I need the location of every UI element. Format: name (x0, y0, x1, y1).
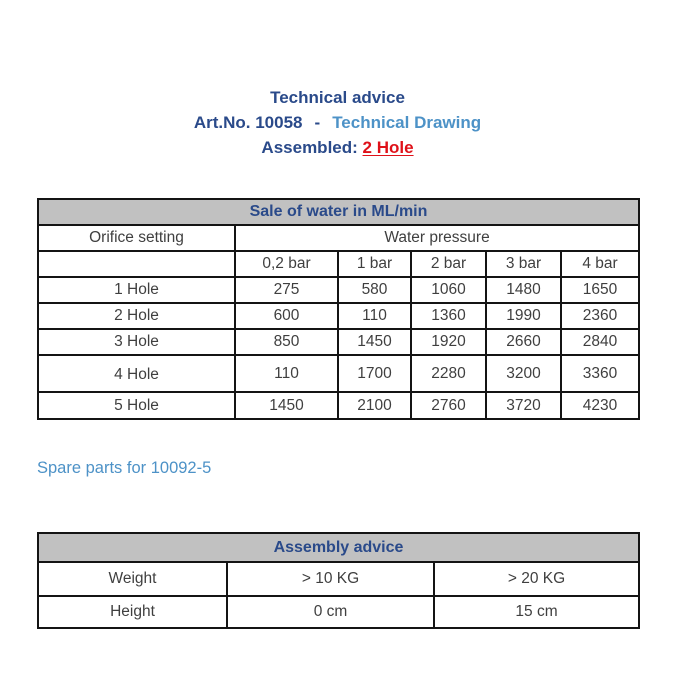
value-cell: 110 (338, 303, 411, 329)
technical-drawing-link[interactable]: Technical Drawing (332, 113, 482, 132)
row-label: 5 Hole (38, 392, 235, 419)
value-cell: 1920 (411, 329, 486, 355)
table-row (38, 303, 639, 329)
row-label: 4 Hole (38, 355, 235, 392)
pressure-col-header: 4 bar (561, 251, 639, 277)
orifice-setting-header: Orifice setting (38, 225, 235, 251)
value-cell: 1650 (561, 277, 639, 303)
value-cell: 275 (235, 277, 338, 303)
doc-title: Technical advice (270, 88, 405, 107)
water-pressure-header: Water pressure (235, 225, 639, 251)
empty-corner-cell (38, 251, 235, 277)
row-label: Weight (38, 562, 227, 596)
article-number: Art.No. 10058 (193, 113, 303, 132)
value-cell: 3720 (486, 392, 561, 419)
value-cell: > 10 KG (227, 562, 434, 596)
value-cell: 2760 (411, 392, 486, 419)
value-cell: 1450 (338, 329, 411, 355)
value-cell: 2280 (411, 355, 486, 392)
value-cell: 0 cm (227, 596, 434, 628)
row-label: Height (38, 596, 227, 628)
table-row (38, 277, 639, 303)
value-cell: 1990 (486, 303, 561, 329)
table-row (38, 596, 639, 628)
value-cell: 1060 (411, 277, 486, 303)
water-table (37, 198, 640, 420)
table-row (38, 392, 639, 419)
assembly-table (37, 532, 640, 629)
value-cell: 2840 (561, 329, 639, 355)
value-cell: 15 cm (434, 596, 639, 628)
value-cell: 2100 (338, 392, 411, 419)
value-cell: 1480 (486, 277, 561, 303)
pressure-col-header: 2 bar (411, 251, 486, 277)
assembly-table-title: Assembly advice (38, 533, 639, 562)
assembled-label: Assembled: (261, 138, 358, 157)
table-row (38, 562, 639, 596)
value-cell: 4230 (561, 392, 639, 419)
row-label: 3 Hole (38, 329, 235, 355)
value-cell: 1450 (235, 392, 338, 419)
value-cell: 2360 (561, 303, 639, 329)
value-cell: 3200 (486, 355, 561, 392)
value-cell: 1360 (411, 303, 486, 329)
value-cell: 850 (235, 329, 338, 355)
pressure-col-header: 3 bar (486, 251, 561, 277)
water-table-title: Sale of water in ML/min (38, 199, 639, 225)
header-block (37, 85, 638, 160)
row-label: 1 Hole (38, 277, 235, 303)
table-row (38, 329, 639, 355)
dash-separator: - (314, 113, 321, 132)
value-cell: 3360 (561, 355, 639, 392)
value-cell: 110 (235, 355, 338, 392)
pressure-col-header: 1 bar (338, 251, 411, 277)
assembled-value: 2 Hole (362, 138, 414, 157)
value-cell: 580 (338, 277, 411, 303)
doc-subtitle (37, 110, 638, 135)
assembled-line (37, 135, 638, 160)
row-label: 2 Hole (38, 303, 235, 329)
spare-parts-link[interactable]: Spare parts for 10092-5 (37, 459, 212, 477)
table-row (38, 355, 639, 392)
value-cell: 600 (235, 303, 338, 329)
value-cell: 1700 (338, 355, 411, 392)
value-cell: > 20 KG (434, 562, 639, 596)
value-cell: 2660 (486, 329, 561, 355)
pressure-col-header: 0,2 bar (235, 251, 338, 277)
